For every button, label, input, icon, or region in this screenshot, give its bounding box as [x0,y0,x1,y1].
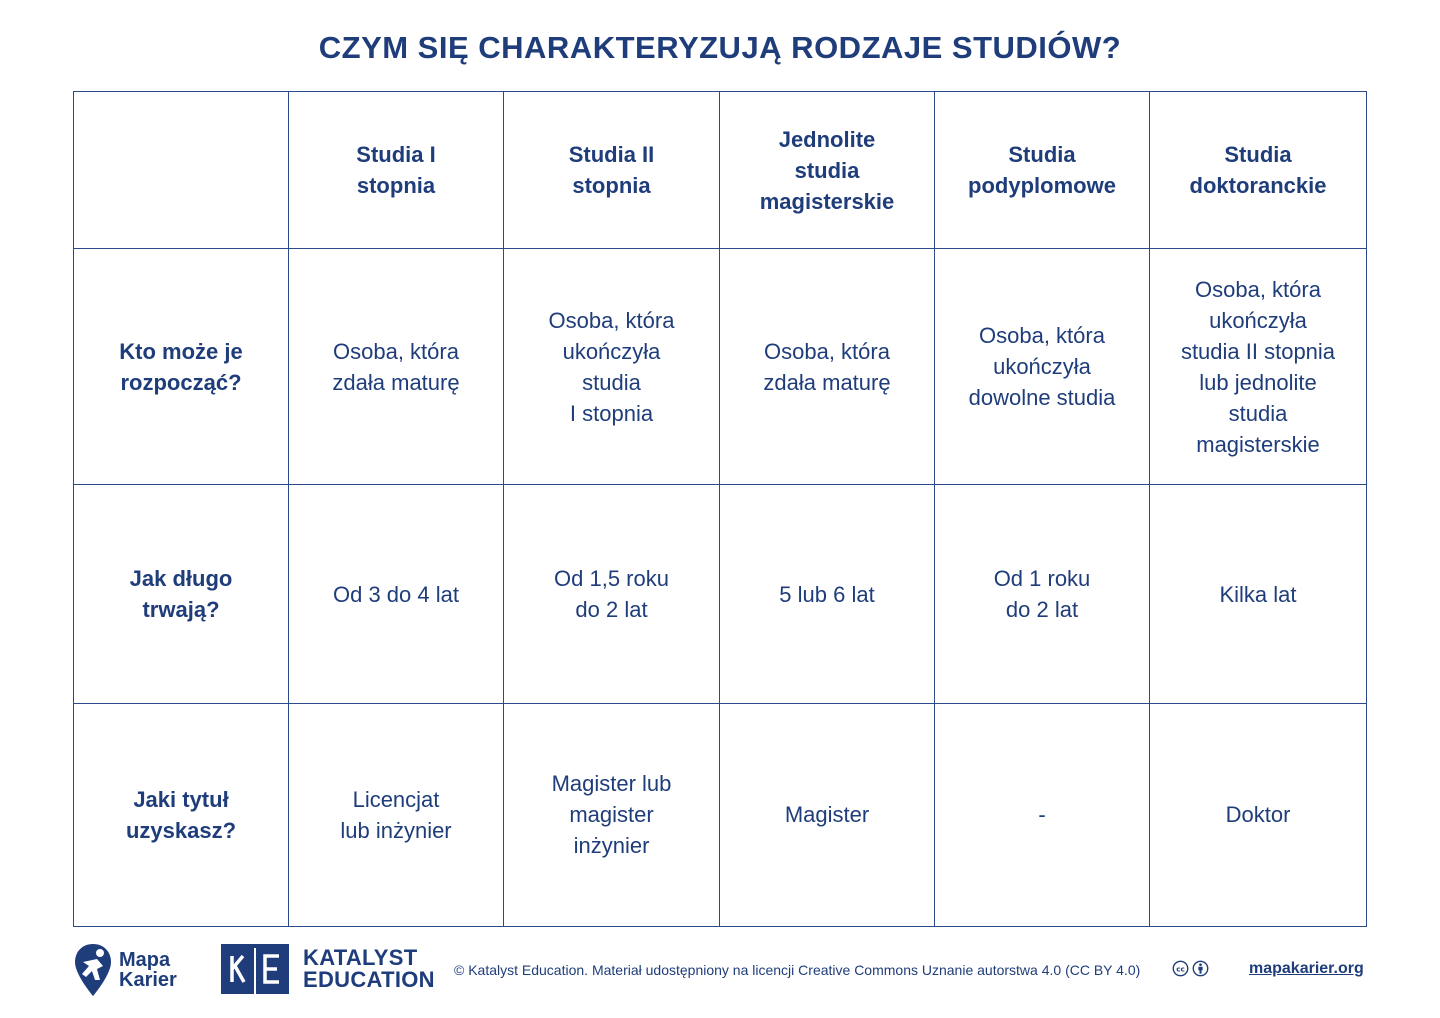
table-cell: Osoba, która ukończyła studia I stopnia [504,249,720,485]
table-cell: Magister lub magister inżynier [504,703,720,926]
row-head-jak-dlugo: Jak długo trwają? [74,485,289,703]
header-studia-doktoranckie: Studia doktoranckie [1150,92,1367,249]
table-cell: - [935,703,1150,926]
table-cell: Od 1,5 roku do 2 lat [504,485,720,703]
attribution-icon [1192,960,1209,977]
header-jednolite-studia: Jednolite studia magisterskie [720,92,935,249]
row-head-tytul: Jaki tytuł uzyskasz? [74,703,289,926]
table-cell: Kilka lat [1150,485,1367,703]
row-head-kto: Kto może je rozpocząć? [74,249,289,485]
mapa-karier-logo-text: Mapa Karier [119,949,177,991]
page-title: CZYM SIĘ CHARAKTERYZUJĄ RODZAJE STUDIÓW? [318,30,1122,65]
header-studia-ii-stopnia: Studia II stopnia [504,92,720,249]
table-row [74,703,1367,926]
table-row [74,485,1367,703]
header-studia-i-stopnia: Studia I stopnia [289,92,504,249]
table-cell: Licencjat lub inżynier [289,703,504,926]
mapa-karier-logo [73,942,177,998]
table-cell: Magister [720,703,935,926]
table-cell: Osoba, która zdała maturę [720,249,935,485]
mapa-karier-logo-icon [73,942,113,998]
website-link[interactable]: mapakarier.org [1249,960,1364,977]
header-studia-podyplomowe: Studia podyplomowe [935,92,1150,249]
table-cell: Osoba, która ukończyła dowolne studia [935,249,1150,485]
katalyst-education-logo-text: KATALYST EDUCATION [303,945,435,992]
table-cell: Od 3 do 4 lat [289,485,504,703]
table-cell: Osoba, która zdała maturę [289,249,504,485]
table-cell: Od 1 roku do 2 lat [935,485,1150,703]
copyright-notice: © Katalyst Education. Materiał udostępniony na licencji Creative Commons Uznanie autorstwa 4.0 (CC BY 4.0) [454,962,1141,978]
header-corner [74,92,289,249]
table-row [74,249,1367,485]
katalyst-education-logo-icon [221,944,289,994]
table-cell: 5 lub 6 lat [720,485,935,703]
svg-text:cc: cc [1176,964,1185,974]
table-header-row [74,92,1367,249]
license-icons [1172,960,1209,977]
table-cell: Doktor [1150,703,1367,926]
katalyst-education-logo [221,944,435,994]
comparison-table [73,91,1367,927]
table-cell: Osoba, która ukończyła studia II stopnia lub jednolite studia magisterskie [1150,249,1367,485]
creative-commons-icon [1172,960,1189,977]
footer [0,940,1440,1000]
